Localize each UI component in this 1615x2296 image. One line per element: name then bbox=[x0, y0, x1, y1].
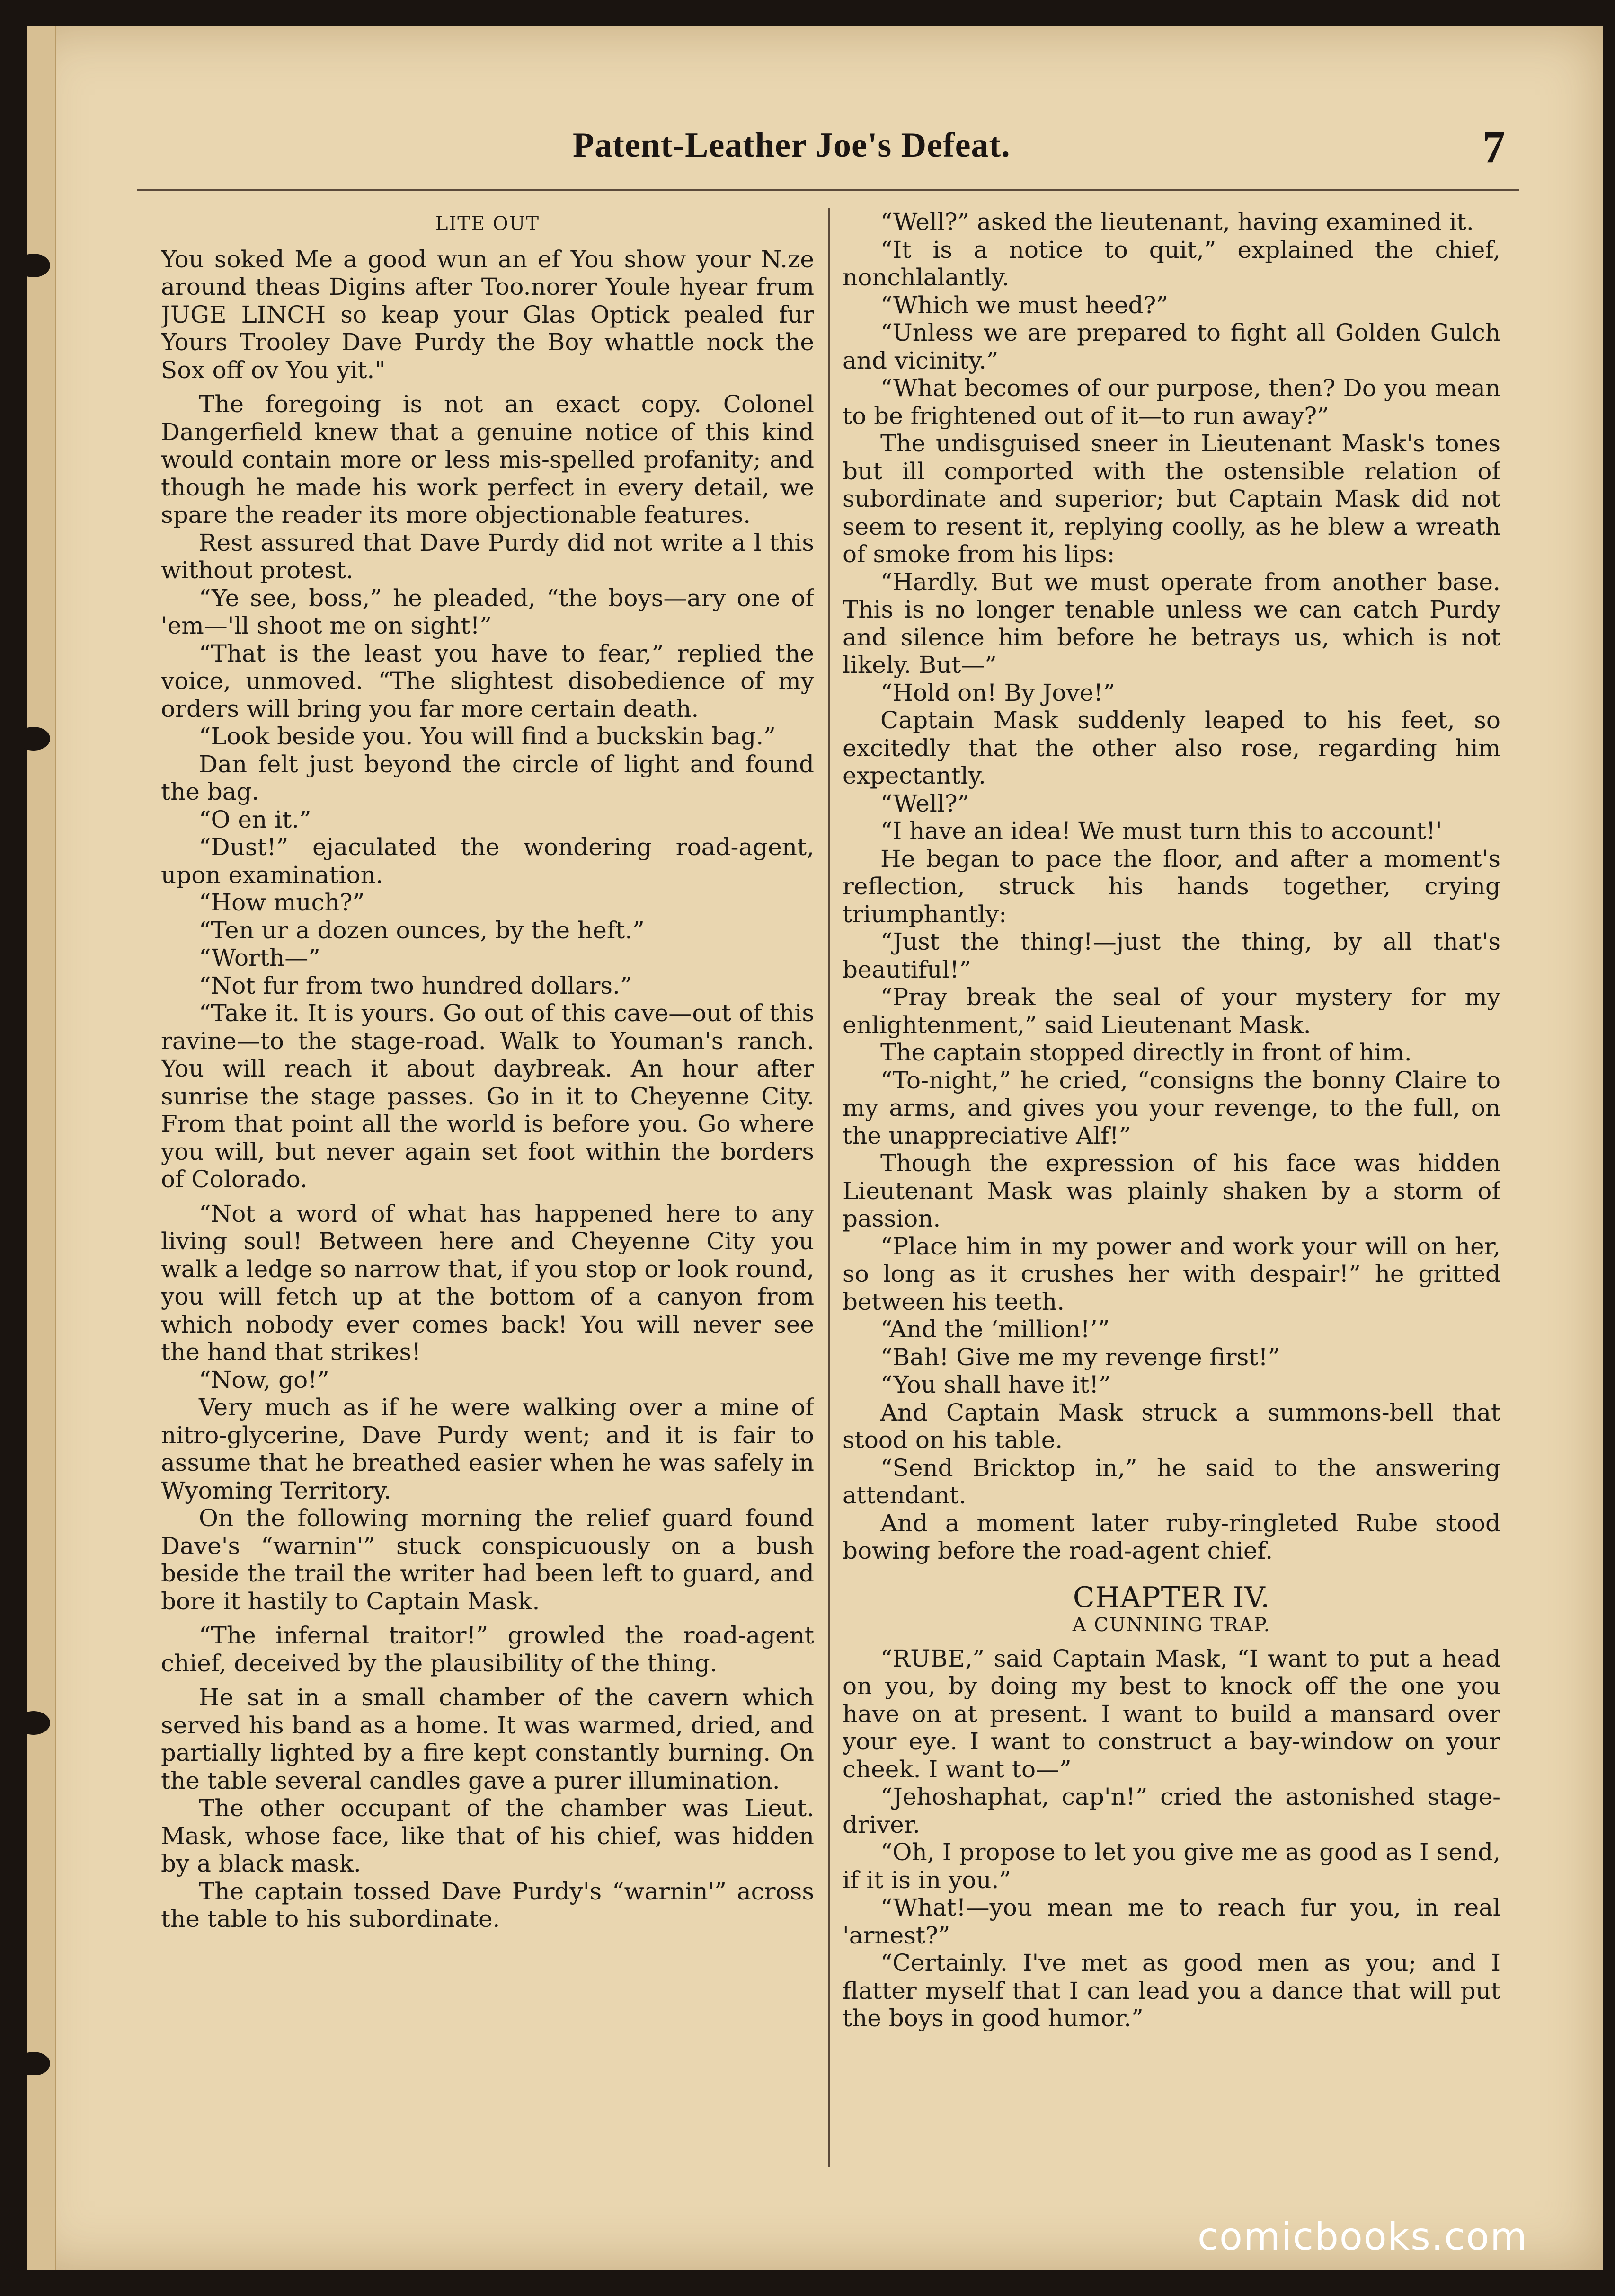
column-divider bbox=[828, 208, 830, 2167]
binding-stitch bbox=[17, 1711, 50, 1735]
paragraph: Captain Mask suddenly leaped to his feet, so excitedly that the other also rose, regarding him expectantly. bbox=[843, 706, 1500, 789]
header-rule bbox=[137, 189, 1519, 191]
paragraph: “Just the thing!—just the thing, by all that's beautiful!” bbox=[843, 928, 1500, 983]
paragraph: You soked Me a good wun an ef You show your N.ze around theas Digins after Too.norer Youle hyear frum JUGE LINCH so keap your Glas Optick pealed fur Yours Trooley Dave Purdy the Boy whattle nock the Sox off ov You yit." bbox=[161, 245, 814, 384]
paragraph: “Ye see, boss,” he pleaded, “the boys—ary one of 'em—'ll shoot me on sight!” bbox=[161, 584, 814, 639]
paragraph: The captain tossed Dave Purdy's “warnin'” across the table to his subordinate. bbox=[161, 1877, 814, 1933]
paragraph: The captain stopped directly in front of him. bbox=[880, 1039, 1412, 1066]
paragraph: And a moment later ruby-ringleted Rube stood bowing before the road-agent chief. bbox=[843, 1509, 1500, 1564]
paragraph: “Not fur from two hundred dollars.” bbox=[199, 971, 632, 999]
paragraph: “Pray break the seal of your mystery for my enlightenment,” said Lieutenant Mask. bbox=[843, 983, 1500, 1039]
paragraph: “Hardly. But we must operate from another base. This is no longer tenable unless we can catch Purdy and silence him before he betrays us, which is not likely. But—” bbox=[843, 568, 1500, 679]
paragraph: “Dust!” ejaculated the wondering road-agent, upon examination. bbox=[161, 833, 814, 889]
paragraph: “And the ‘million!’” bbox=[880, 1316, 1110, 1343]
paragraph: “RUBE,” said Captain Mask, “I want to put a head on you, by doing my best to knock off the one you have on at present. I want to build a mansard over your eye. I want to construct a bay-window on your cheek. I want to—” bbox=[843, 1644, 1500, 1783]
left-column bbox=[161, 208, 814, 2196]
section-heading: LITE OUT bbox=[435, 213, 540, 235]
paragraph: “That is the least you have to fear,” replied the voice, unmoved. “The slightest disobedience of my orders will bring you far more certain death. bbox=[161, 639, 814, 723]
paragraph: “Not a word of what has happened here to any living soul! Between here and Cheyenne City you walk a ledge so narrow that, if you stop or look round, you will fetch up at the bottom of a canyon from which nobody ever comes back! You will never see the hand that strikes! bbox=[161, 1200, 814, 1366]
paragraph: “Send Bricktop in,” he said to the answering attendant. bbox=[843, 1454, 1500, 1509]
paragraph: On the following morning the relief guard found Dave's “warnin'” stuck conspicuously on a bush beside the trail the writer had been left to guard, and bore it hastily to Captain Mask. bbox=[161, 1504, 814, 1615]
paragraph: The foregoing is not an exact copy. Colonel Dangerfield knew that a genuine notice of this kind would contain more or less mis-spelled profanity; and though he made his work perfect in every detail, we spare the reader its more objectionable features. bbox=[161, 390, 814, 529]
binding-stitch bbox=[17, 727, 50, 751]
paragraph: “Certainly. I've met as good men as you; and I flatter myself that I can lead you a dance that will put the boys in good humor.” bbox=[843, 1949, 1500, 2032]
page-number: 7 bbox=[1482, 122, 1505, 172]
paragraph: “Well?” asked the lieutenant, having examined it. bbox=[880, 208, 1474, 236]
paragraph: The undisguised sneer in Lieutenant Mask's tones but ill comported with the ostensible relation of subordinate and superior; but Captain Mask did not seem to resent it, replying coolly, as he blew a wreath of smoke from his lips: bbox=[843, 430, 1500, 568]
paragraph: “Hold on! By Jove!” bbox=[880, 679, 1115, 706]
paragraph: “Place him in my power and work your will on her, so long as it crushes her with despair!” he gritted between his teeth. bbox=[843, 1232, 1500, 1316]
paragraph: “Worth—” bbox=[199, 944, 320, 971]
paragraph: “Unless we are prepared to fight all Golden Gulch and vicinity.” bbox=[843, 319, 1500, 374]
paragraph: “Jehoshaphat, cap'n!” cried the astonished stage-driver. bbox=[843, 1783, 1500, 1838]
paragraph: Rest assured that Dave Purdy did not write a l this without protest. bbox=[161, 529, 814, 584]
paragraph: “Now, go!” bbox=[199, 1366, 329, 1394]
paragraph: “Ten ur a dozen ounces, by the heft.” bbox=[199, 916, 645, 944]
paragraph: “Oh, I propose to let you give me as good as I send, if it is in you.” bbox=[843, 1838, 1500, 1894]
paragraph: “Look beside you. You will find a buckskin bag.” bbox=[199, 723, 776, 750]
paragraph: Very much as if he were walking over a mine of nitro-glycerine, Dave Purdy went; and it is fair to assume that he breathed easier when he was safely in Wyoming Territory. bbox=[161, 1394, 814, 1504]
paragraph: He began to pace the floor, and after a moment's reflection, struck his hands together, crying triumphantly: bbox=[843, 845, 1500, 928]
paragraph: “O en it.” bbox=[199, 805, 311, 833]
chapter-heading: CHAPTER IV. bbox=[1073, 1581, 1270, 1614]
paragraph: “It is a notice to quit,” explained the chief, nonchlalantly. bbox=[843, 236, 1500, 291]
paragraph: “To-night,” he cried, “consigns the bonny Claire to my arms, and gives you your revenge, to the full, on the unappreciative Alf!” bbox=[843, 1066, 1500, 1149]
chapter-subtitle: A CUNNING TRAP. bbox=[1072, 1614, 1271, 1636]
page-binding bbox=[27, 26, 56, 2270]
paragraph: And Captain Mask struck a summons-bell that stood on his table. bbox=[843, 1398, 1500, 1454]
site-watermark: comicbooks.com bbox=[1198, 2215, 1528, 2259]
paragraph: “What becomes of our purpose, then? Do you mean to be frightened out of it—to run away?” bbox=[843, 374, 1500, 430]
paragraph: “Bah! Give me my revenge first!” bbox=[880, 1343, 1280, 1371]
paragraph: He sat in a small chamber of the cavern which served his band as a home. It was warmed, dried, and partially lighted by a fire kept constantly burning. On the table several candles gave a purer illumination. bbox=[161, 1684, 814, 1794]
page-title: Patent-Leather Joe's Defeat. bbox=[573, 126, 1011, 165]
paragraph: “How much?” bbox=[199, 889, 365, 916]
paragraph: “The infernal traitor!” growled the road-agent chief, deceived by the plausibility of the thing. bbox=[161, 1622, 814, 1677]
binding-stitch bbox=[17, 254, 50, 277]
paragraph: The other occupant of the chamber was Lieut. Mask, whose face, like that of his chief, was hidden by a black mask. bbox=[161, 1794, 814, 1877]
paragraph: “Which we must heed?” bbox=[880, 291, 1168, 319]
paragraph: “Well?” bbox=[880, 789, 970, 817]
right-column bbox=[843, 208, 1500, 2196]
paragraph: Though the expression of his face was hidden Lieutenant Mask was plainly shaken by a storm of passion. bbox=[843, 1149, 1500, 1232]
running-header bbox=[137, 116, 1505, 173]
paragraph: “I have an idea! We must turn this to account!' bbox=[880, 817, 1442, 845]
paragraph: “You shall have it!” bbox=[880, 1371, 1111, 1398]
paragraph: “What!—you mean me to reach fur you, in real 'arnest?” bbox=[843, 1894, 1500, 1949]
binding-stitch bbox=[17, 2052, 50, 2075]
paragraph: Dan felt just beyond the circle of light and found the bag. bbox=[161, 750, 814, 805]
paragraph: “Take it. It is yours. Go out of this cave—out of this ravine—to the stage-road. Walk to Youman's ranch. You will reach it about daybreak. An hour after sunrise the stage passes. Go in it to Cheyenne City. From that point all the world is before you. Go where you will, but never again set foot within the borders of Colorado. bbox=[161, 999, 814, 1193]
